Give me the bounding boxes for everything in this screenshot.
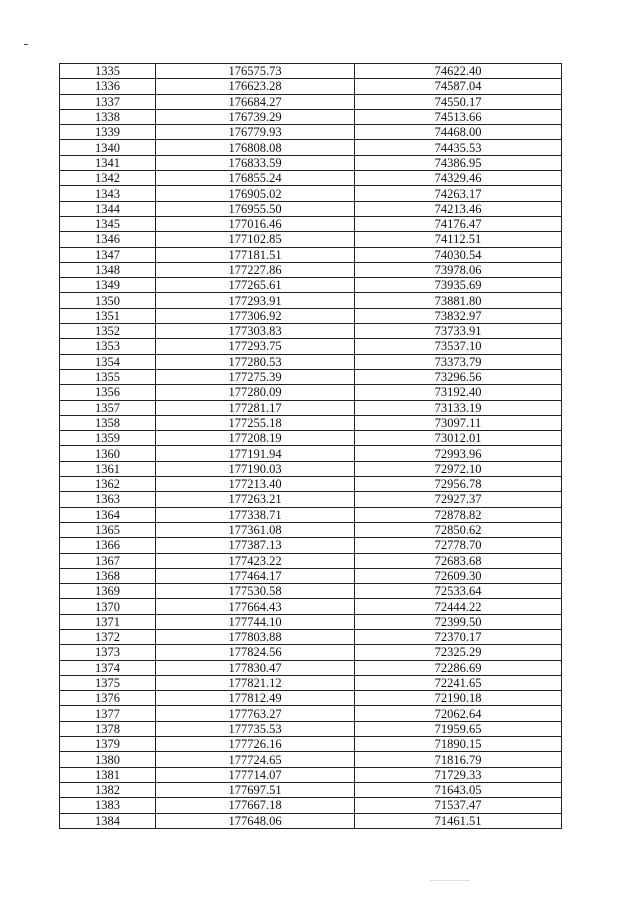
x-coordinate-cell: 177803.88 [156, 629, 355, 644]
x-coordinate-cell: 176955.50 [156, 201, 355, 216]
point-number-cell: 1363 [60, 492, 156, 507]
point-number-cell: 1348 [60, 262, 156, 277]
table-row [60, 584, 562, 599]
y-coordinate-cell: 74622.40 [355, 64, 562, 79]
y-coordinate-cell: 71959.65 [355, 721, 562, 736]
table-row [60, 415, 562, 430]
y-coordinate-cell: 73978.06 [355, 262, 562, 277]
x-coordinate-cell: 177293.75 [156, 339, 355, 354]
x-coordinate-cell: 177387.13 [156, 538, 355, 553]
y-coordinate-cell: 72993.96 [355, 446, 562, 461]
x-coordinate-cell: 177423.22 [156, 553, 355, 568]
y-coordinate-cell: 73733.91 [355, 324, 562, 339]
table-row [60, 278, 562, 293]
y-coordinate-cell: 72370.17 [355, 629, 562, 644]
point-number-cell: 1375 [60, 675, 156, 690]
y-coordinate-cell: 72241.65 [355, 675, 562, 690]
table-row [60, 737, 562, 752]
point-number-cell: 1383 [60, 798, 156, 813]
point-number-cell: 1342 [60, 171, 156, 186]
y-coordinate-cell: 72062.64 [355, 706, 562, 721]
y-coordinate-cell: 74030.54 [355, 247, 562, 262]
y-coordinate-cell: 74112.51 [355, 232, 562, 247]
table-row [60, 400, 562, 415]
point-number-cell: 1336 [60, 79, 156, 94]
y-coordinate-cell: 73373.79 [355, 354, 562, 369]
table-row [60, 752, 562, 767]
point-number-cell: 1370 [60, 599, 156, 614]
table-row [60, 553, 562, 568]
y-coordinate-cell: 73832.97 [355, 308, 562, 323]
point-number-cell: 1354 [60, 354, 156, 369]
y-coordinate-cell: 72399.50 [355, 614, 562, 629]
x-coordinate-cell: 177190.03 [156, 461, 355, 476]
x-coordinate-cell: 177303.83 [156, 324, 355, 339]
point-number-cell: 1369 [60, 584, 156, 599]
point-number-cell: 1381 [60, 767, 156, 782]
point-number-cell: 1358 [60, 415, 156, 430]
x-coordinate-cell: 177191.94 [156, 446, 355, 461]
table-row [60, 125, 562, 140]
point-number-cell: 1355 [60, 369, 156, 384]
table-row [60, 660, 562, 675]
x-coordinate-cell: 177275.39 [156, 369, 355, 384]
y-coordinate-cell: 74213.46 [355, 201, 562, 216]
table-row [60, 94, 562, 109]
table-row [60, 216, 562, 231]
y-coordinate-cell: 72325.29 [355, 645, 562, 660]
point-number-cell: 1351 [60, 308, 156, 323]
point-number-cell: 1379 [60, 737, 156, 752]
x-coordinate-cell: 177306.92 [156, 308, 355, 323]
table-row [60, 247, 562, 262]
point-number-cell: 1339 [60, 125, 156, 140]
point-number-cell: 1365 [60, 522, 156, 537]
x-coordinate-cell: 177735.53 [156, 721, 355, 736]
table-row [60, 385, 562, 400]
table-row [60, 155, 562, 170]
y-coordinate-cell: 74468.00 [355, 125, 562, 140]
y-coordinate-cell: 74513.66 [355, 109, 562, 124]
x-coordinate-cell: 177812.49 [156, 691, 355, 706]
y-coordinate-cell: 72878.82 [355, 507, 562, 522]
y-coordinate-cell: 71461.51 [355, 813, 562, 828]
table-row [60, 568, 562, 583]
table-row [60, 507, 562, 522]
table-row [60, 706, 562, 721]
y-coordinate-cell: 72609.30 [355, 568, 562, 583]
table-row [60, 79, 562, 94]
x-coordinate-cell: 177724.65 [156, 752, 355, 767]
point-number-cell: 1360 [60, 446, 156, 461]
table-row [60, 645, 562, 660]
table-row [60, 629, 562, 644]
table-row [60, 109, 562, 124]
y-coordinate-cell: 74176.47 [355, 216, 562, 231]
table-row [60, 691, 562, 706]
table-row [60, 461, 562, 476]
table-row [60, 339, 562, 354]
table-row [60, 308, 562, 323]
x-coordinate-cell: 176623.28 [156, 79, 355, 94]
table-row [60, 64, 562, 79]
point-number-cell: 1373 [60, 645, 156, 660]
x-coordinate-cell: 177281.17 [156, 400, 355, 415]
table-row [60, 186, 562, 201]
x-coordinate-cell: 177821.12 [156, 675, 355, 690]
scan-mark [24, 44, 28, 45]
x-coordinate-cell: 177714.07 [156, 767, 355, 782]
x-coordinate-cell: 177697.51 [156, 782, 355, 797]
y-coordinate-cell: 73133.19 [355, 400, 562, 415]
y-coordinate-cell: 74550.17 [355, 94, 562, 109]
point-number-cell: 1384 [60, 813, 156, 828]
x-coordinate-cell: 177102.85 [156, 232, 355, 247]
point-number-cell: 1347 [60, 247, 156, 262]
point-number-cell: 1374 [60, 660, 156, 675]
x-coordinate-cell: 177763.27 [156, 706, 355, 721]
point-number-cell: 1378 [60, 721, 156, 736]
table-row [60, 599, 562, 614]
x-coordinate-cell: 176905.02 [156, 186, 355, 201]
y-coordinate-cell: 71537.47 [355, 798, 562, 813]
y-coordinate-cell: 73012.01 [355, 431, 562, 446]
table-row [60, 492, 562, 507]
x-coordinate-cell: 176684.27 [156, 94, 355, 109]
table-row [60, 813, 562, 828]
y-coordinate-cell: 72927.37 [355, 492, 562, 507]
table-row [60, 538, 562, 553]
point-number-cell: 1338 [60, 109, 156, 124]
x-coordinate-cell: 176833.59 [156, 155, 355, 170]
point-number-cell: 1349 [60, 278, 156, 293]
y-coordinate-cell: 74386.95 [355, 155, 562, 170]
y-coordinate-cell: 74435.53 [355, 140, 562, 155]
table-row [60, 477, 562, 492]
coordinates-table-body [60, 64, 562, 829]
point-number-cell: 1364 [60, 507, 156, 522]
point-number-cell: 1367 [60, 553, 156, 568]
point-number-cell: 1356 [60, 385, 156, 400]
point-number-cell: 1357 [60, 400, 156, 415]
table-row [60, 354, 562, 369]
point-number-cell: 1382 [60, 782, 156, 797]
point-number-cell: 1344 [60, 201, 156, 216]
y-coordinate-cell: 72444.22 [355, 599, 562, 614]
x-coordinate-cell: 176575.73 [156, 64, 355, 79]
x-coordinate-cell: 177227.86 [156, 262, 355, 277]
x-coordinate-cell: 177361.08 [156, 522, 355, 537]
point-number-cell: 1345 [60, 216, 156, 231]
point-number-cell: 1366 [60, 538, 156, 553]
point-number-cell: 1359 [60, 431, 156, 446]
table-row [60, 369, 562, 384]
scan-mark-bottom [430, 880, 470, 881]
x-coordinate-cell: 177265.61 [156, 278, 355, 293]
point-number-cell: 1341 [60, 155, 156, 170]
y-coordinate-cell: 71890.15 [355, 737, 562, 752]
x-coordinate-cell: 177530.58 [156, 584, 355, 599]
point-number-cell: 1343 [60, 186, 156, 201]
table-row [60, 201, 562, 216]
table-row [60, 446, 562, 461]
y-coordinate-cell: 72683.68 [355, 553, 562, 568]
table-row [60, 171, 562, 186]
x-coordinate-cell: 176739.29 [156, 109, 355, 124]
x-coordinate-cell: 177280.09 [156, 385, 355, 400]
x-coordinate-cell: 176855.24 [156, 171, 355, 186]
x-coordinate-cell: 177726.16 [156, 737, 355, 752]
x-coordinate-cell: 177664.43 [156, 599, 355, 614]
y-coordinate-cell: 73537.10 [355, 339, 562, 354]
x-coordinate-cell: 177208.19 [156, 431, 355, 446]
point-number-cell: 1353 [60, 339, 156, 354]
y-coordinate-cell: 73097.11 [355, 415, 562, 430]
y-coordinate-cell: 71729.33 [355, 767, 562, 782]
y-coordinate-cell: 74587.04 [355, 79, 562, 94]
point-number-cell: 1335 [60, 64, 156, 79]
y-coordinate-cell: 74329.46 [355, 171, 562, 186]
y-coordinate-cell: 72190.18 [355, 691, 562, 706]
point-number-cell: 1372 [60, 629, 156, 644]
point-number-cell: 1376 [60, 691, 156, 706]
table-row [60, 232, 562, 247]
table-row [60, 614, 562, 629]
table-row [60, 767, 562, 782]
table-row [60, 721, 562, 736]
point-number-cell: 1346 [60, 232, 156, 247]
x-coordinate-cell: 177263.21 [156, 492, 355, 507]
y-coordinate-cell: 73192.40 [355, 385, 562, 400]
x-coordinate-cell: 176808.08 [156, 140, 355, 155]
table-row [60, 262, 562, 277]
x-coordinate-cell: 177213.40 [156, 477, 355, 492]
y-coordinate-cell: 72533.64 [355, 584, 562, 599]
table-row [60, 431, 562, 446]
table-row [60, 293, 562, 308]
point-number-cell: 1361 [60, 461, 156, 476]
y-coordinate-cell: 73881.80 [355, 293, 562, 308]
point-number-cell: 1380 [60, 752, 156, 767]
y-coordinate-cell: 72850.62 [355, 522, 562, 537]
x-coordinate-cell: 177667.18 [156, 798, 355, 813]
x-coordinate-cell: 177255.18 [156, 415, 355, 430]
point-number-cell: 1350 [60, 293, 156, 308]
point-number-cell: 1340 [60, 140, 156, 155]
coordinates-table [59, 63, 562, 829]
point-number-cell: 1371 [60, 614, 156, 629]
point-number-cell: 1377 [60, 706, 156, 721]
y-coordinate-cell: 71816.79 [355, 752, 562, 767]
y-coordinate-cell: 71643.05 [355, 782, 562, 797]
point-number-cell: 1368 [60, 568, 156, 583]
x-coordinate-cell: 176779.93 [156, 125, 355, 140]
x-coordinate-cell: 177016.46 [156, 216, 355, 231]
table-row [60, 140, 562, 155]
y-coordinate-cell: 74263.17 [355, 186, 562, 201]
x-coordinate-cell: 177181.51 [156, 247, 355, 262]
y-coordinate-cell: 72956.78 [355, 477, 562, 492]
table-row [60, 324, 562, 339]
y-coordinate-cell: 72972.10 [355, 461, 562, 476]
x-coordinate-cell: 177744.10 [156, 614, 355, 629]
point-number-cell: 1362 [60, 477, 156, 492]
point-number-cell: 1337 [60, 94, 156, 109]
x-coordinate-cell: 177824.56 [156, 645, 355, 660]
x-coordinate-cell: 177464.17 [156, 568, 355, 583]
point-number-cell: 1352 [60, 324, 156, 339]
x-coordinate-cell: 177280.53 [156, 354, 355, 369]
x-coordinate-cell: 177830.47 [156, 660, 355, 675]
x-coordinate-cell: 177648.06 [156, 813, 355, 828]
x-coordinate-cell: 177293.91 [156, 293, 355, 308]
y-coordinate-cell: 72286.69 [355, 660, 562, 675]
table-row [60, 522, 562, 537]
y-coordinate-cell: 72778.70 [355, 538, 562, 553]
table-row [60, 675, 562, 690]
y-coordinate-cell: 73935.69 [355, 278, 562, 293]
table-row [60, 798, 562, 813]
y-coordinate-cell: 73296.56 [355, 369, 562, 384]
x-coordinate-cell: 177338.71 [156, 507, 355, 522]
table-row [60, 782, 562, 797]
